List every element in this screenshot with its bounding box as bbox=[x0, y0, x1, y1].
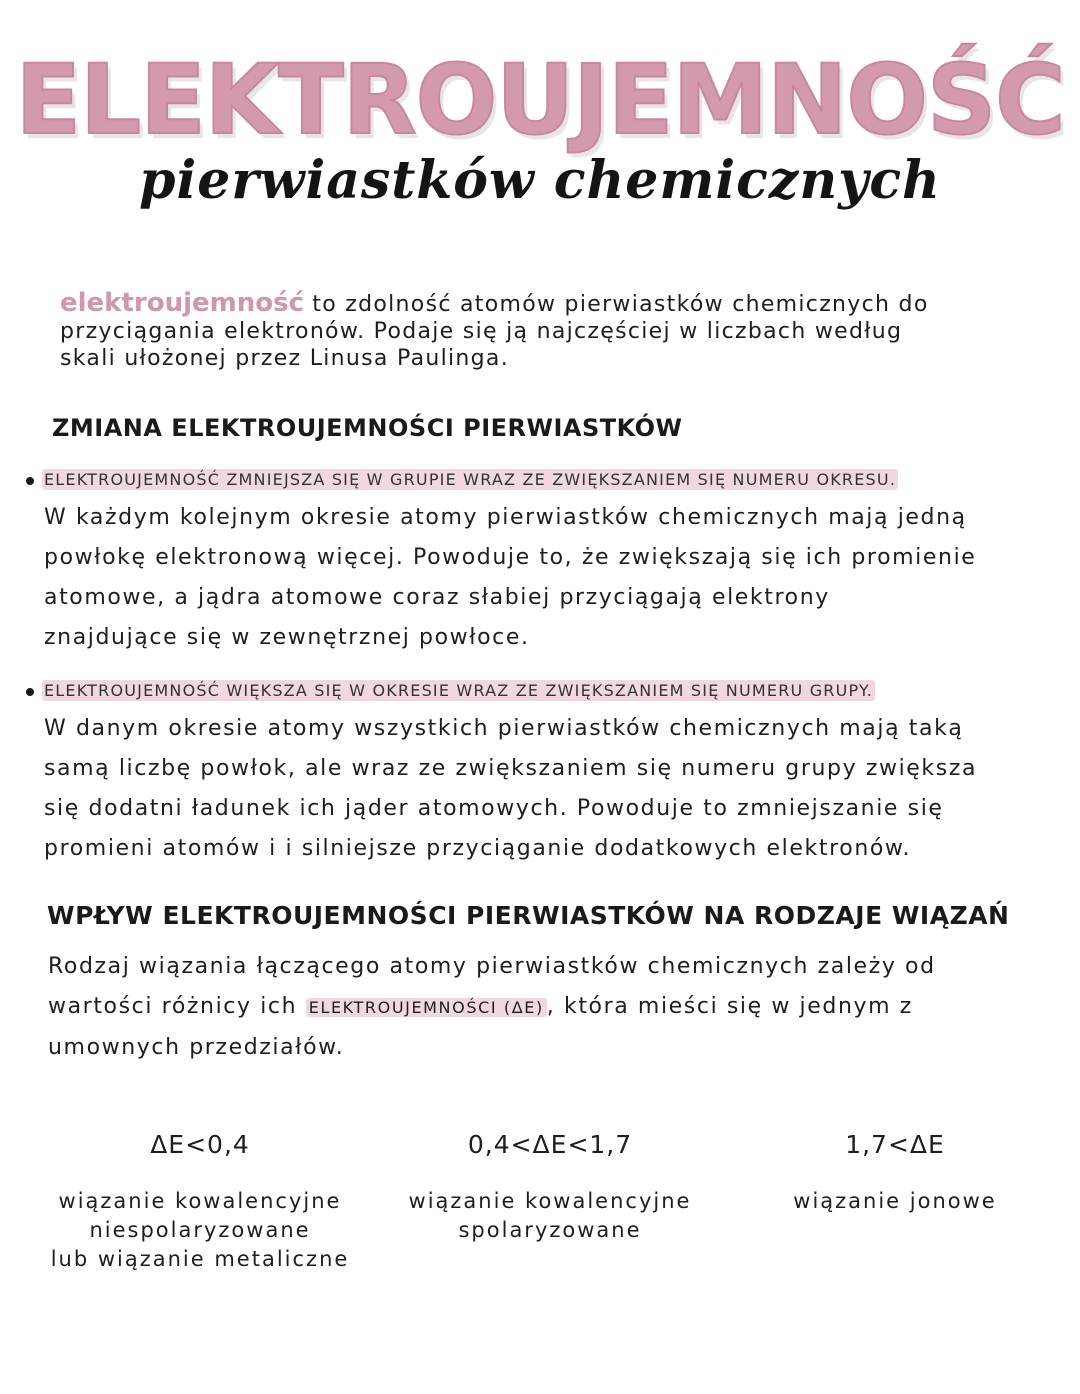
paragraph-line: się dodatni ładunek ich jąder atomowych. Powoduje to zmniejszanie się bbox=[44, 796, 944, 821]
bond-column-ionic bbox=[735, 1130, 1055, 1216]
bullet-2-highlight: ELEKTROUJEMNOŚĆ WIĘKSZA SIĘ W OKRESIE WRAZ ZE ZWIĘKSZANIEM SIĘ NUMERU GRUPY. bbox=[44, 681, 874, 700]
line2-pre: wartości różnicy ich bbox=[48, 994, 298, 1019]
paragraph-line: Rodzaj wiązania łączącego atomy pierwiastków chemicznych zależy od bbox=[48, 954, 936, 979]
bond-description-line: lub wiązanie metaliczne bbox=[50, 1247, 350, 1271]
paragraph-line bbox=[48, 987, 1048, 1028]
formula: ΔE<0,4 bbox=[150, 1130, 250, 1159]
intro-line-1-text: to zdolność atomów pierwiastków chemicznych do bbox=[312, 292, 929, 317]
bond-description-line: wiązanie kowalencyjne bbox=[58, 1189, 342, 1213]
bond-description-line: wiązanie kowalencyjne bbox=[408, 1189, 692, 1213]
page-subtitle: pierwiastków chemicznych bbox=[139, 150, 941, 211]
paragraph-line: powłokę elektronową więcej. Powoduje to, że zwiększają się ich promienie bbox=[44, 545, 977, 570]
bonds-paragraph bbox=[48, 947, 1048, 1068]
paragraph-line: promieni atomów i i silniejsze przyciąganie dodatkowych elektronów. bbox=[44, 836, 912, 861]
paragraph-line: atomowe, a jądra atomowe coraz słabiej przyciągają elektrony bbox=[44, 585, 830, 610]
paragraph-line: umownych przedziałów. bbox=[48, 1035, 345, 1060]
paragraph-line: W danym okresie atomy wszystkich pierwiastków chemicznych mają taką bbox=[44, 716, 964, 741]
intro-paragraph bbox=[60, 290, 1020, 372]
intro-line-3: skali ułożonej przez Linusa Paulinga. bbox=[60, 346, 509, 371]
bond-column-polar bbox=[385, 1130, 715, 1245]
formula: 0,4<ΔE<1,7 bbox=[467, 1130, 633, 1159]
bullet-1-paragraph bbox=[44, 498, 1054, 658]
formula: 1,7<ΔE bbox=[845, 1130, 945, 1159]
electronegativity-highlight: ELEKTROUJEMNOŚCI (ΔE) bbox=[306, 998, 547, 1017]
section-heading-bonds: WPŁYW ELEKTROUJEMNOŚCI PIERWIASTKÓW NA RODZAJE WIĄZAŃ bbox=[47, 901, 1010, 930]
bullet-2-paragraph bbox=[44, 709, 1054, 869]
bond-description-line: niespolaryzowane bbox=[89, 1218, 311, 1242]
intro-line-1 bbox=[60, 290, 1020, 318]
bond-description-line: wiązanie jonowe bbox=[793, 1189, 997, 1213]
bond-column-nonpolar bbox=[30, 1130, 370, 1274]
section-heading-change: ZMIANA ELEKTROUJEMNOŚCI PIERWIASTKÓW bbox=[52, 414, 683, 442]
paragraph-line: samą liczbę powłok, ale wraz ze zwiększaniem się numeru grupy zwiększa bbox=[44, 756, 978, 781]
bullet-dot-icon bbox=[26, 688, 34, 696]
paragraph-line: W każdym kolejnym okresie atomy pierwiastków chemicznych mają jedną bbox=[44, 505, 967, 530]
page-title: ELEKTROUJEMNOŚĆ bbox=[15, 44, 1065, 156]
bond-description-line: spolaryzowane bbox=[458, 1218, 642, 1242]
bullet-1-highlight: ELEKTROUJEMNOŚĆ ZMNIEJSZA SIĘ W GRUPIE WRAZ ZE ZWIĘKSZANIEM SIĘ NUMERU OKRESU. bbox=[44, 470, 897, 489]
bullet-2-headline bbox=[26, 681, 875, 700]
intro-line-2: przyciągania elektronów. Podaje się ją najczęściej w liczbach według bbox=[60, 319, 903, 344]
paragraph-line: znajdujące się w zewnętrznej powłoce. bbox=[44, 625, 530, 650]
intro-keyword: elektroujemność bbox=[60, 288, 304, 318]
line2-post: , która mieści się w jednym z bbox=[546, 994, 913, 1019]
bullet-1-headline bbox=[26, 470, 898, 489]
bullet-dot-icon bbox=[26, 477, 34, 485]
